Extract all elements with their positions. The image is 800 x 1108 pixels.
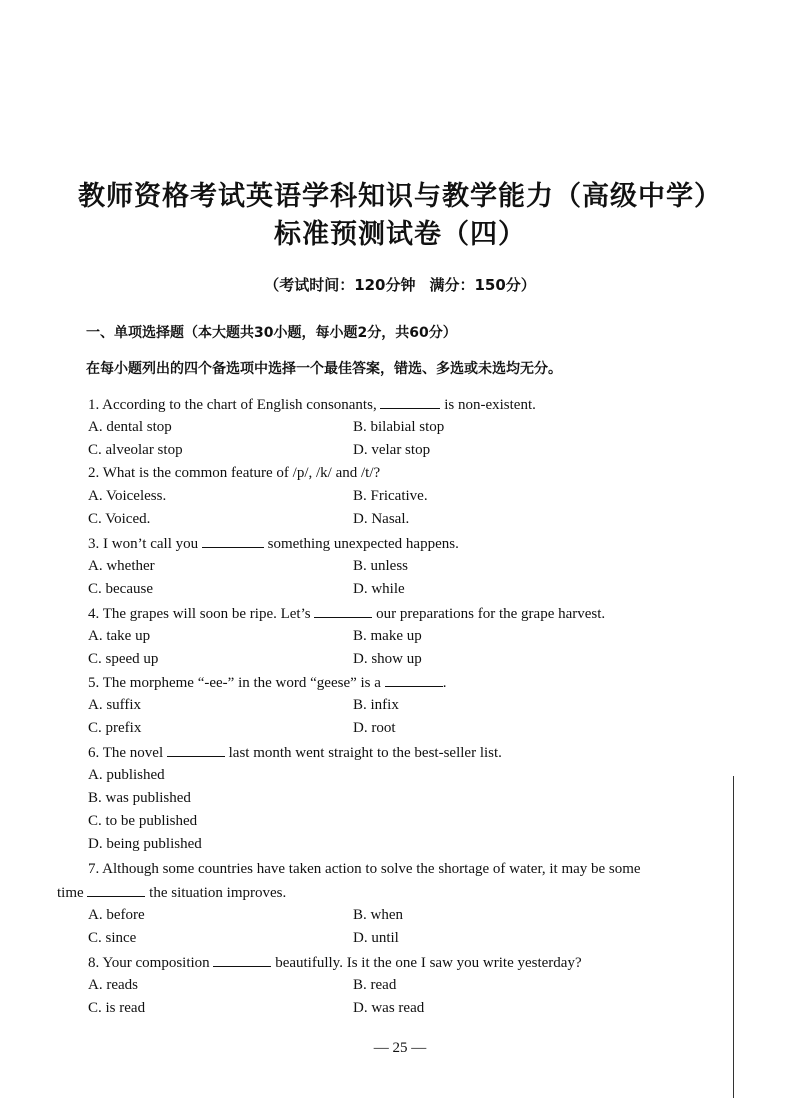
answer-blank <box>167 744 225 757</box>
option-b: B. was published <box>88 790 191 806</box>
answer-blank <box>202 535 264 548</box>
option-d: D. until <box>353 930 399 946</box>
exam-meta <box>0 274 800 295</box>
answer-blank <box>213 954 271 967</box>
option-a: A. Voiceless. <box>88 488 167 504</box>
option-d: D. show up <box>353 651 422 667</box>
question-6: 6. The novel last month went straight to the best-seller list. <box>88 745 502 761</box>
option-a: A. before <box>88 907 145 923</box>
option-c: C. because <box>88 581 153 597</box>
option-b: B. make up <box>353 628 422 644</box>
option-b: B. read <box>353 977 397 993</box>
option-c: C. to be published <box>88 813 198 829</box>
option-b: B. unless <box>353 558 409 574</box>
option-c: C. since <box>88 930 137 946</box>
answer-blank <box>314 605 372 618</box>
answer-blank <box>385 674 443 687</box>
option-b: B. when <box>353 907 403 923</box>
option-d: D. root <box>353 720 396 736</box>
option-b: B. bilabial stop <box>353 419 445 435</box>
scan-edge-line <box>733 776 734 1098</box>
answer-blank <box>380 396 440 409</box>
question-7-continued: time the situation improves. <box>57 885 287 901</box>
option-b: B. infix <box>353 697 399 713</box>
option-d: D. while <box>353 581 405 597</box>
answer-blank <box>87 884 145 897</box>
instructions: 在每小题列出的四个备选项中选择一个最佳答案，错选、多选或未选均无分。 <box>86 361 562 377</box>
exam-score: 满分：150分） <box>429 276 536 294</box>
page-number: — 25 — <box>373 1040 427 1056</box>
option-a: A. dental stop <box>88 419 172 435</box>
option-d: D. Nasal. <box>353 511 410 527</box>
question-4: 4. The grapes will soon be ripe. Let’s our preparations for the grape harvest. <box>88 606 606 622</box>
question-7: 7. Although some countries have taken action to solve the shortage of water, it may be some <box>88 861 641 877</box>
exam-title: 教师资格考试英语学科知识与教学能力（高级中学） <box>78 181 722 212</box>
option-a: A. whether <box>88 558 155 574</box>
option-c: C. Voiced. <box>88 511 151 527</box>
question-1: 1. According to the chart of English consonants, is non-existent. <box>88 397 536 413</box>
option-c: C. is read <box>88 1000 146 1016</box>
option-a: A. suffix <box>88 697 142 713</box>
exam-time: （考试时间：120分钟 <box>264 276 416 294</box>
option-c: C. alveolar stop <box>88 442 183 458</box>
question-5: 5. The morpheme “-ee-” in the word “geese” is a . <box>88 675 447 691</box>
option-c: C. speed up <box>88 651 159 667</box>
question-3: 3. I won’t call you something unexpected happens. <box>88 536 459 552</box>
question-8: 8. Your composition beautifully. Is it the one I saw you write yesterday? <box>88 955 582 971</box>
option-a: A. take up <box>88 628 151 644</box>
option-c: C. prefix <box>88 720 142 736</box>
section-heading: 一、单项选择题（本大题共30小题，每小题2分，共60分） <box>86 325 457 341</box>
option-d: D. velar stop <box>353 442 431 458</box>
option-d: D. being published <box>88 836 202 852</box>
option-b: B. Fricative. <box>353 488 428 504</box>
option-a: A. reads <box>88 977 138 993</box>
option-d: D. was read <box>353 1000 425 1016</box>
question-2: 2. What is the common feature of /p/, /k/ and /t/? <box>88 465 381 481</box>
exam-subtitle: 标准预测试卷（四） <box>274 219 526 250</box>
option-a: A. published <box>88 767 165 783</box>
